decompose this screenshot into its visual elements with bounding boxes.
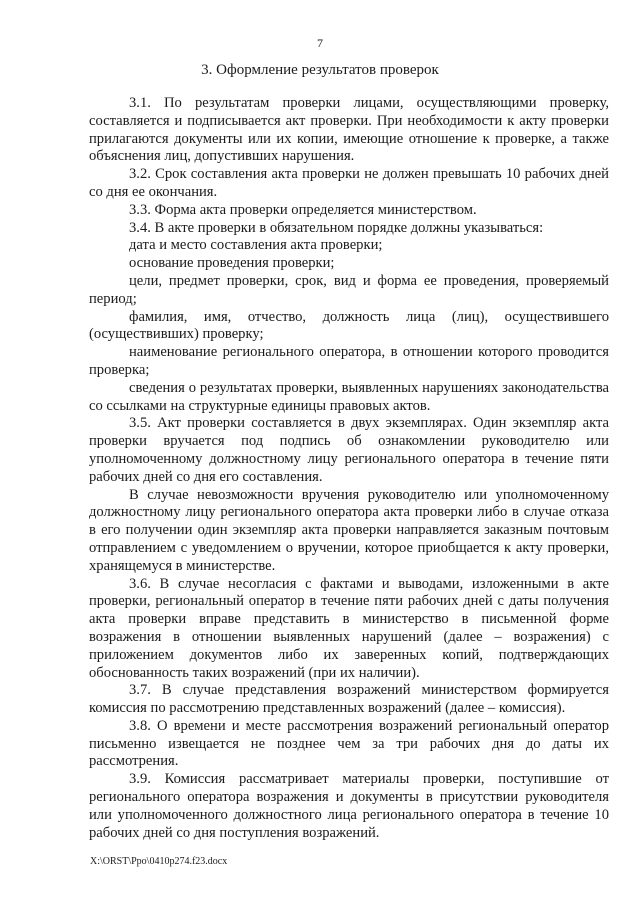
list-item-goals: цели, предмет проверки, срок, вид и форма ее проведения, проверяемый период; <box>89 272 609 307</box>
paragraph-3-2: 3.2. Срок составления акта проверки не должен превышать 10 рабочих дней со дня ее окончания. <box>89 166 609 200</box>
page-number: 7 <box>317 36 323 50</box>
list-item-basis: основание проведения проверки; <box>129 255 335 272</box>
paragraph-3-4: 3.4. В акте проверки в обязательном порядке должны указываться: <box>129 219 544 236</box>
paragraph-3-5: 3.5. Акт проверки составляется в двух экземплярах. Один экземпляр акта проверки вручается под подпись об ознакомлении руководителю или уполномоченному должностному лицу регионального оператора в течение пяти рабочих дней со дня его составления. <box>89 415 609 485</box>
file-path-footer: X:\ORST\Ppo\0410p274.f23.docx <box>90 856 228 867</box>
body-text <box>89 95 609 842</box>
paragraph-3-5-cont: В случае невозможности вручения руководителю или уполномоченному должностному лицу регионального оператора акта проверки либо в случае отказа в его получении один экземпляр акта проверки направляется заказным почтовым отправлением с уведомлением о вручении, которое приобщается к акту проверки, хранящемуся в министерстве. <box>89 486 609 574</box>
paragraph-3-9: 3.9. Комиссия рассматривает материалы проверки, поступившие от регионального оператора возражения и документы в присутствии руководителя или уполномоченного должностного лица регионального оператора в течение 10 рабочих дней со дня поступления возражений. <box>89 771 609 841</box>
paragraph-3-8: 3.8. О времени и месте рассмотрения возражений региональный оператор письменно извещается не позднее чем за три рабочих дня до даты их рассмотрения. <box>89 717 609 770</box>
paragraph-3-6: 3.6. В случае несогласия с фактами и выводами, изложенными в акте проверки, региональный оператор в течение пяти рабочих дней с даты получения акта проверки вправе представить в министерство в письменной форме возражения в отношении выявленных нарушений (далее – возражения) с приложением документов либо их заверенных копий, подтверждающих обоснованность таких возражений (при их наличии). <box>89 575 609 681</box>
list-item-date-place: дата и место составления акта проверки; <box>129 237 383 254</box>
list-item-operator: наименование регионального оператора, в отношении которого проводится проверка; <box>89 344 609 378</box>
section-heading: 3. Оформление результатов проверок <box>201 62 439 78</box>
list-item-results: сведения о результатах проверки, выявленных нарушениях законодательства со ссылками на структурные единицы правовых актов. <box>89 379 609 414</box>
paragraph-3-7: 3.7. В случае представления возражений министерством формируется комиссия по рассмотрению представленных возражений (далее – комиссия). <box>89 682 609 717</box>
paragraph-3-1: 3.1. По результатам проверки лицами, осуществляющими проверку, составляется и подписывается акт проверки. При необходимости к акту проверки прилагаются документы или их копии, имеющие отношение к проверке, а также объяснения лиц, допустивших нарушения. <box>89 95 609 165</box>
list-item-inspectors: фамилия, имя, отчество, должность лица (лиц), осуществившего (осуществивших) проверку; <box>89 308 609 343</box>
paragraph-3-3: 3.3. Форма акта проверки определяется министерством. <box>129 201 477 218</box>
